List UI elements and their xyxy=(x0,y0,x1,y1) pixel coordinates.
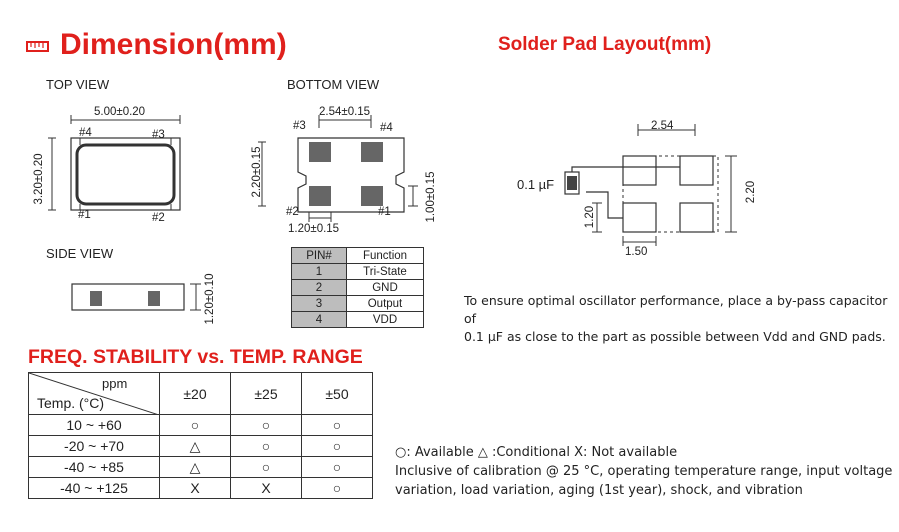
solder-pad-width-dim: 1.50 xyxy=(625,246,648,258)
table-row xyxy=(29,457,373,478)
pin-cell: 2 xyxy=(292,280,347,296)
stability-cell: ○ xyxy=(160,415,231,436)
corner-ppm: ppm xyxy=(102,376,128,391)
bypass-note xyxy=(464,292,899,346)
range-cell: 10 ~ +60 xyxy=(29,415,160,436)
table-row xyxy=(29,415,373,436)
pin-header: PIN# xyxy=(292,248,347,264)
table-row xyxy=(29,373,373,415)
bottom-pad-width-dim: 1.20±0.15 xyxy=(288,223,340,235)
side-view-label: SIDE VIEW xyxy=(46,246,114,261)
bottom-pitch-dim: 2.54±0.15 xyxy=(319,106,371,118)
page-title: Dimension(mm) xyxy=(60,28,287,61)
stability-cell: ○ xyxy=(302,415,373,436)
function-cell: Tri-State xyxy=(347,264,424,280)
solder-pad-title: Solder Pad Layout(mm) xyxy=(498,34,712,55)
side-view-drawing xyxy=(60,270,220,330)
pin-cell: 4 xyxy=(292,312,347,328)
table-row xyxy=(292,280,424,296)
capacitor-label: 0.1 µF xyxy=(517,177,555,192)
legend-line3: variation, load variation, aging (1st year), shock, and vibration xyxy=(395,483,803,498)
function-cell: Output xyxy=(347,296,424,312)
bottom-view-drawing xyxy=(250,100,450,240)
freq-stability-title: FREQ. STABILITY vs. TEMP. RANGE xyxy=(28,346,363,368)
stability-cell: ○ xyxy=(302,436,373,457)
side-height-dim: 1.20±0.10 xyxy=(204,273,216,325)
table-row xyxy=(292,312,424,328)
bottom-pin2: #2 xyxy=(286,206,299,218)
col-header: ±20 xyxy=(160,373,231,415)
stability-cell: ○ xyxy=(302,478,373,499)
top-pin2: #2 xyxy=(152,212,165,224)
table-row xyxy=(29,478,373,499)
bypass-note-line2: 0.1 µF as close to the part as possible between Vdd and GND pads. xyxy=(464,329,886,344)
legend-symbols: ○: Available △ :Conditional X: Not available xyxy=(395,445,678,460)
bottom-pin3: #3 xyxy=(293,120,306,132)
solder-span-dim: 2.20 xyxy=(745,180,757,204)
stability-cell: X xyxy=(231,478,302,499)
ruler-icon xyxy=(26,40,50,54)
col-header: ±25 xyxy=(231,373,302,415)
stability-cell: △ xyxy=(160,436,231,457)
top-pin1: #1 xyxy=(78,209,91,221)
stability-cell: X xyxy=(160,478,231,499)
function-header: Function xyxy=(347,248,424,264)
top-height-dim: 3.20±0.20 xyxy=(33,153,45,205)
bottom-view-label: BOTTOM VIEW xyxy=(287,77,380,92)
range-cell: -20 ~ +70 xyxy=(29,436,160,457)
col-header: ±50 xyxy=(302,373,373,415)
bottom-pin4: #4 xyxy=(380,122,393,134)
top-pin4: #4 xyxy=(79,127,92,139)
bottom-pin1: #1 xyxy=(378,206,391,218)
freq-stability-table xyxy=(28,372,373,499)
bypass-note-line1: To ensure optimal oscillator performance, place a by-pass capacitor of xyxy=(464,293,888,326)
function-cell: VDD xyxy=(347,312,424,328)
top-width-dim: 5.00±0.20 xyxy=(94,106,146,118)
top-pin3: #3 xyxy=(152,129,165,141)
solder-pad-height-dim: 1.20 xyxy=(584,205,596,229)
bottom-pad-depth-dim: 1.00±0.15 xyxy=(425,171,437,223)
corner-temp: Temp. (°C) xyxy=(37,395,105,411)
pin-function-table xyxy=(291,247,424,328)
pin-cell: 3 xyxy=(292,296,347,312)
table-row xyxy=(292,248,424,264)
corner-cell xyxy=(29,373,160,415)
legend-block xyxy=(395,443,892,500)
function-cell: GND xyxy=(347,280,424,296)
stability-cell: ○ xyxy=(302,457,373,478)
top-view-drawing xyxy=(28,100,198,230)
stability-cell: ○ xyxy=(231,457,302,478)
pin-cell: 1 xyxy=(292,264,347,280)
table-row xyxy=(29,436,373,457)
top-view-label: TOP VIEW xyxy=(46,77,110,92)
legend-line2: Inclusive of calibration @ 25 °C, operating temperature range, input voltage xyxy=(395,464,893,479)
table-row xyxy=(292,296,424,312)
stability-cell: ○ xyxy=(231,436,302,457)
stability-cell: △ xyxy=(160,457,231,478)
range-cell: -40 ~ +125 xyxy=(29,478,160,499)
solder-pitch-dim: 2.54 xyxy=(651,120,674,132)
range-cell: -40 ~ +85 xyxy=(29,457,160,478)
stability-cell: ○ xyxy=(231,415,302,436)
table-row xyxy=(292,264,424,280)
bottom-pad-height-dim: 2.20±0.15 xyxy=(251,146,263,198)
